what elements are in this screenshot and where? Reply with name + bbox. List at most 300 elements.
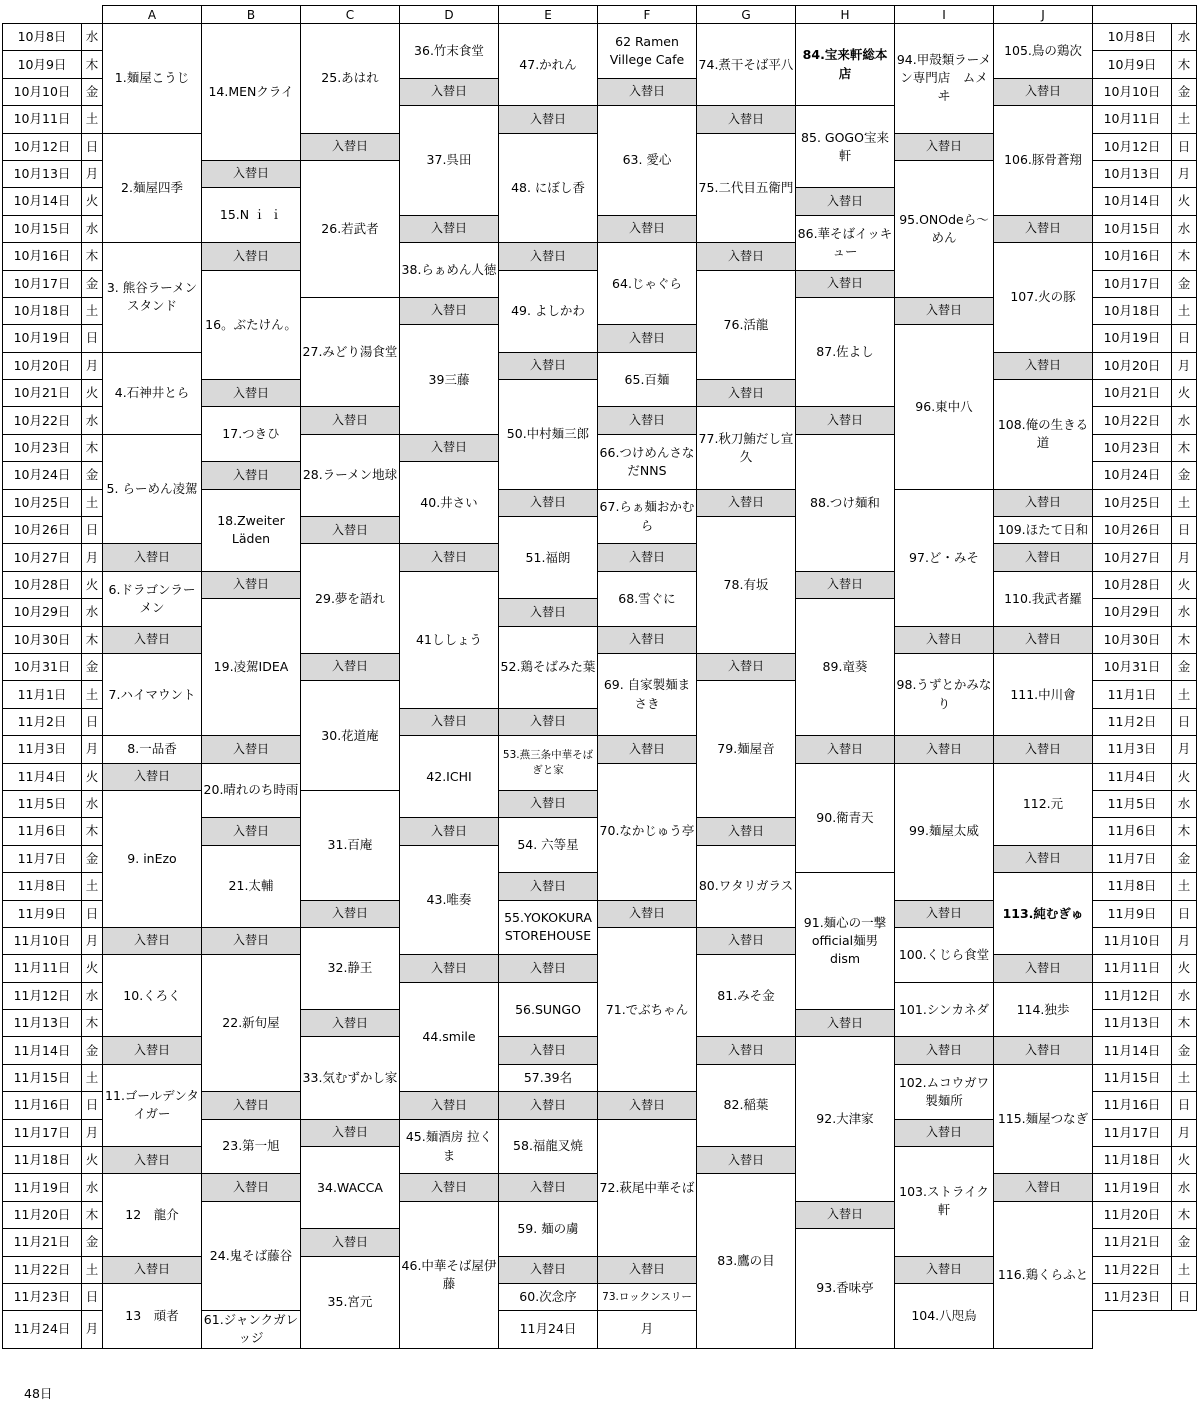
weekday-cell: 日 (82, 325, 103, 352)
substitute-holiday-cell: 入替日 (598, 736, 697, 763)
date-cell-right: 11月24日 (499, 1311, 598, 1348)
weekday-cell-right: 月 (1172, 736, 1197, 763)
shop-cell: 14.MENクライ (202, 24, 301, 161)
substitute-holiday-cell: 入替日 (301, 1119, 400, 1146)
substitute-holiday-cell: 入替日 (301, 1010, 400, 1037)
weekday-cell: 月 (82, 736, 103, 763)
date-cell: 10月10日 (3, 78, 82, 105)
date-cell-right: 10月8日 (1093, 24, 1172, 51)
shop-cell: 113.純むぎゅ (994, 873, 1093, 955)
weekday-cell-right: 金 (1172, 462, 1197, 489)
date-cell: 11月14日 (3, 1037, 82, 1064)
shop-cell: 88.つけ麺和 (796, 434, 895, 571)
date-cell-right: 10月16日 (1093, 243, 1172, 270)
substitute-holiday-cell: 入替日 (994, 1174, 1093, 1201)
substitute-holiday-cell: 入替日 (103, 763, 202, 790)
substitute-holiday-cell: 入替日 (499, 599, 598, 626)
substitute-holiday-cell: 入替日 (499, 1092, 598, 1119)
shop-cell: 12 龍介 (103, 1174, 202, 1256)
substitute-holiday-cell: 入替日 (202, 818, 301, 845)
substitute-holiday-cell: 入替日 (400, 78, 499, 105)
date-cell: 10月25日 (3, 489, 82, 516)
shop-cell: 5. らーめん凌駕 (103, 434, 202, 544)
substitute-holiday-cell: 入替日 (301, 1229, 400, 1256)
date-cell-right: 11月4日 (1093, 763, 1172, 790)
shop-cell: 101.シンカネダ (895, 982, 994, 1037)
shop-cell: 60.次念序 (499, 1283, 598, 1310)
weekday-cell: 木 (82, 626, 103, 653)
date-cell: 10月19日 (3, 325, 82, 352)
header-blank-left (3, 6, 103, 24)
date-cell-right: 10月10日 (1093, 78, 1172, 105)
date-cell: 10月31日 (3, 653, 82, 680)
shop-cell: 24.鬼そば藤谷 (202, 1201, 301, 1311)
shop-cell: 116.鶏くらふと (994, 1201, 1093, 1348)
weekday-cell-right: 土 (1172, 489, 1197, 516)
weekday-cell-right: 日 (1172, 517, 1197, 544)
shop-cell: 8.一品香 (103, 736, 202, 763)
shop-cell: 90.衛青天 (796, 763, 895, 873)
substitute-holiday-cell: 入替日 (499, 243, 598, 270)
shop-cell: 68.雪ぐに (598, 571, 697, 626)
weekday-cell: 木 (82, 434, 103, 461)
shop-cell: 84.宝来軒総本店 (796, 24, 895, 106)
shop-cell: 107.火の豚 (994, 243, 1093, 353)
weekday-cell-right: 日 (1172, 900, 1197, 927)
weekday-cell-right: 金 (1172, 1229, 1197, 1256)
weekday-cell-right: 金 (1172, 1037, 1197, 1064)
shop-cell: 82.稲葉 (697, 1064, 796, 1146)
substitute-holiday-cell: 入替日 (697, 653, 796, 680)
shop-cell: 105.鳥の鶏次 (994, 24, 1093, 79)
shop-cell: 48. にぼし香 (499, 133, 598, 243)
shop-cell: 56.SUNGO (499, 982, 598, 1037)
substitute-holiday-cell: 入替日 (103, 626, 202, 653)
shop-cell: 37.呉田 (400, 106, 499, 216)
weekday-cell: 木 (82, 243, 103, 270)
date-cell: 10月11日 (3, 106, 82, 133)
substitute-holiday-cell: 入替日 (400, 215, 499, 242)
shop-cell: 94.甲殻類ラーメン専門店 ムメヰ (895, 24, 994, 134)
date-cell: 11月19日 (3, 1174, 82, 1201)
substitute-holiday-cell: 入替日 (994, 736, 1093, 763)
schedule-row (3, 24, 1197, 51)
column-header-g: G (697, 6, 796, 24)
weekday-cell-right: 金 (1172, 845, 1197, 872)
shop-cell: 86.華そばイッキュー (796, 215, 895, 270)
weekday-cell-right: 土 (1172, 681, 1197, 708)
substitute-holiday-cell: 入替日 (499, 790, 598, 817)
date-cell: 11月18日 (3, 1147, 82, 1174)
date-cell: 11月17日 (3, 1119, 82, 1146)
date-cell-right: 11月8日 (1093, 873, 1172, 900)
column-header-d: D (400, 6, 499, 24)
shop-cell: 46.中華そば屋伊藤 (400, 1201, 499, 1348)
shop-cell: 63. 愛心 (598, 106, 697, 216)
shop-cell: 93.香味亭 (796, 1229, 895, 1348)
substitute-holiday-cell: 入替日 (994, 78, 1093, 105)
date-cell: 10月22日 (3, 407, 82, 434)
shop-cell: 66.つけめんさなだNNS (598, 434, 697, 489)
weekday-cell: 金 (82, 462, 103, 489)
shop-cell: 72.萩尾中華そば (598, 1119, 697, 1256)
date-cell-right: 10月22日 (1093, 407, 1172, 434)
weekday-cell: 日 (82, 133, 103, 160)
substitute-holiday-cell: 入替日 (697, 106, 796, 133)
weekday-cell: 金 (82, 1037, 103, 1064)
date-cell: 11月20日 (3, 1201, 82, 1228)
weekday-cell-right: 水 (1172, 215, 1197, 242)
date-cell: 11月15日 (3, 1064, 82, 1091)
date-cell: 11月16日 (3, 1092, 82, 1119)
substitute-holiday-cell: 入替日 (202, 1092, 301, 1119)
date-cell: 10月27日 (3, 544, 82, 571)
date-cell: 10月21日 (3, 380, 82, 407)
date-cell: 10月18日 (3, 297, 82, 324)
substitute-holiday-cell: 入替日 (994, 845, 1093, 872)
date-cell-right: 10月25日 (1093, 489, 1172, 516)
weekday-cell-right: 水 (1172, 24, 1197, 51)
date-cell-right: 11月9日 (1093, 900, 1172, 927)
weekday-cell: 日 (82, 1092, 103, 1119)
substitute-holiday-cell: 入替日 (895, 1256, 994, 1283)
weekday-cell-right: 木 (1172, 51, 1197, 78)
date-cell-right: 10月31日 (1093, 653, 1172, 680)
weekday-cell-right: 土 (1172, 873, 1197, 900)
shop-cell: 92.大津家 (796, 1037, 895, 1201)
weekday-cell-right: 土 (1172, 297, 1197, 324)
substitute-holiday-cell: 入替日 (598, 407, 697, 434)
shop-cell: 64.じゃぐら (598, 243, 697, 325)
date-cell-right: 10月30日 (1093, 626, 1172, 653)
shop-cell: 58.福龍叉焼 (499, 1119, 598, 1174)
substitute-holiday-cell: 入替日 (499, 708, 598, 735)
shop-cell: 27.みどり湯食堂 (301, 297, 400, 407)
shop-cell: 40.井さい (400, 462, 499, 544)
shop-cell: 6.ドラゴンラーメン (103, 571, 202, 626)
substitute-holiday-cell: 入替日 (598, 325, 697, 352)
header-blank-right (1093, 6, 1197, 24)
shop-cell: 81.みそ金 (697, 955, 796, 1037)
column-header-f: F (598, 6, 697, 24)
date-cell: 11月3日 (3, 736, 82, 763)
schedule-row (3, 544, 1197, 571)
date-cell: 11月1日 (3, 681, 82, 708)
date-cell-right: 10月12日 (1093, 133, 1172, 160)
weekday-cell: 土 (82, 489, 103, 516)
date-cell-right: 11月15日 (1093, 1064, 1172, 1091)
substitute-holiday-cell: 入替日 (895, 736, 994, 763)
total-days-label: 48日 (24, 1386, 53, 1401)
substitute-holiday-cell: 入替日 (697, 818, 796, 845)
weekday-cell-right: 金 (1172, 78, 1197, 105)
weekday-cell: 月 (82, 160, 103, 187)
date-cell: 10月28日 (3, 571, 82, 598)
shop-cell: 47.かれん (499, 24, 598, 106)
shop-cell: 77.秋刀鮪だし宣久 (697, 407, 796, 489)
shop-cell: 44.smile (400, 982, 499, 1092)
substitute-holiday-cell: 入替日 (895, 133, 994, 160)
substitute-holiday-cell: 入替日 (103, 1256, 202, 1283)
schedule-row (3, 352, 1197, 379)
substitute-holiday-cell: 入替日 (499, 873, 598, 900)
date-cell-right: 11月7日 (1093, 845, 1172, 872)
shop-cell: 25.あはれ (301, 24, 400, 134)
date-cell: 11月6日 (3, 818, 82, 845)
weekday-cell: 水 (82, 24, 103, 51)
shop-cell: 67.らぁ麺おかむら (598, 489, 697, 544)
shop-cell: 106.豚骨蒼翔 (994, 106, 1093, 216)
substitute-holiday-cell: 入替日 (202, 160, 301, 187)
shop-cell: 50.中村麺三郎 (499, 380, 598, 490)
weekday-cell: 水 (82, 407, 103, 434)
weekday-cell: 月 (82, 1311, 103, 1348)
schedule-body (3, 6, 1197, 1349)
shop-cell: 57.39名 (499, 1064, 598, 1091)
shop-cell: 17.つきひ (202, 407, 301, 462)
weekday-cell: 水 (82, 982, 103, 1009)
shop-cell: 100.くじら食堂 (895, 927, 994, 982)
date-cell: 10月30日 (3, 626, 82, 653)
shop-cell: 23.第一旭 (202, 1119, 301, 1174)
substitute-holiday-cell: 入替日 (400, 708, 499, 735)
weekday-cell: 木 (82, 1201, 103, 1228)
shop-cell: 26.若武者 (301, 160, 400, 297)
date-cell-right: 10月14日 (1093, 188, 1172, 215)
shop-cell: 91.麺心の一撃official麺男dism (796, 873, 895, 1010)
date-cell-right: 10月23日 (1093, 434, 1172, 461)
date-cell-right: 11月14日 (1093, 1037, 1172, 1064)
column-header-e: E (499, 6, 598, 24)
shop-cell: 43.唯奏 (400, 845, 499, 955)
substitute-holiday-cell: 入替日 (400, 1092, 499, 1119)
shop-cell: 16。ぶたけん。 (202, 270, 301, 380)
schedule-row (3, 763, 1197, 790)
weekday-cell-right: 月 (1172, 927, 1197, 954)
shop-cell: 30.花道庵 (301, 681, 400, 791)
shop-cell: 11.ゴールデンタイガー (103, 1064, 202, 1146)
weekday-cell-right: 日 (1172, 133, 1197, 160)
weekday-cell-right: 土 (1172, 1064, 1197, 1091)
date-cell-right: 11月13日 (1093, 1010, 1172, 1037)
substitute-holiday-cell: 入替日 (202, 243, 301, 270)
weekday-cell: 火 (82, 955, 103, 982)
date-cell-right: 10月29日 (1093, 599, 1172, 626)
column-header-i: I (895, 6, 994, 24)
weekday-cell: 土 (82, 297, 103, 324)
weekday-cell-right: 日 (1172, 325, 1197, 352)
shop-cell: 73.ロックンスリー (598, 1283, 697, 1310)
weekday-cell: 金 (82, 78, 103, 105)
shop-cell: 108.俺の生きる道 (994, 380, 1093, 490)
substitute-holiday-cell: 入替日 (994, 215, 1093, 242)
weekday-cell-right: 水 (1172, 982, 1197, 1009)
weekday-cell-right: 月 (1172, 544, 1197, 571)
substitute-holiday-cell: 入替日 (202, 736, 301, 763)
substitute-holiday-cell: 入替日 (994, 626, 1093, 653)
date-cell: 10月23日 (3, 434, 82, 461)
weekday-cell-right: 土 (1172, 1256, 1197, 1283)
substitute-holiday-cell: 入替日 (598, 78, 697, 105)
shop-cell: 45.麺酒房 拉くま (400, 1119, 499, 1174)
substitute-holiday-cell: 入替日 (202, 571, 301, 598)
shop-cell: 1.麺屋こうじ (103, 24, 202, 134)
shop-cell: 74.煮干そば平八 (697, 24, 796, 106)
date-cell: 11月9日 (3, 900, 82, 927)
substitute-holiday-cell: 入替日 (301, 900, 400, 927)
weekday-cell: 火 (82, 380, 103, 407)
weekday-cell-right: 木 (1172, 626, 1197, 653)
shop-cell: 4.石神井とら (103, 352, 202, 434)
date-cell: 11月13日 (3, 1010, 82, 1037)
substitute-holiday-cell: 入替日 (598, 544, 697, 571)
schedule-row (3, 243, 1197, 270)
shop-cell: 78.有坂 (697, 517, 796, 654)
weekday-cell: 水 (82, 215, 103, 242)
shop-cell: 80.ワタリガラス (697, 845, 796, 927)
substitute-holiday-cell: 入替日 (994, 352, 1093, 379)
substitute-holiday-cell: 入替日 (796, 571, 895, 598)
date-cell-right: 10月13日 (1093, 160, 1172, 187)
column-header-j: J (994, 6, 1093, 24)
weekday-cell-right: 日 (1172, 1283, 1197, 1310)
shop-cell: 28.ラーメン地球 (301, 434, 400, 516)
date-cell: 10月20日 (3, 352, 82, 379)
weekday-cell-right: 火 (1172, 763, 1197, 790)
substitute-holiday-cell: 入替日 (796, 270, 895, 297)
shop-cell: 39三藤 (400, 325, 499, 435)
substitute-holiday-cell: 入替日 (499, 1174, 598, 1201)
shop-cell: 79.麺屋音 (697, 681, 796, 818)
shop-cell: 103.ストライク軒 (895, 1147, 994, 1257)
weekday-cell-right: 土 (1172, 106, 1197, 133)
date-cell-right: 10月11日 (1093, 106, 1172, 133)
shop-cell: 95.ONOdeら～めん (895, 160, 994, 297)
weekday-cell: 土 (82, 681, 103, 708)
weekday-cell: 日 (82, 517, 103, 544)
date-cell: 11月7日 (3, 845, 82, 872)
date-cell: 10月24日 (3, 462, 82, 489)
substitute-holiday-cell: 入替日 (499, 489, 598, 516)
ramen-schedule-table (2, 5, 1197, 1349)
shop-cell: 19.凌駕IDEA (202, 599, 301, 736)
substitute-holiday-cell: 入替日 (697, 243, 796, 270)
weekday-cell-right: 木 (1172, 818, 1197, 845)
date-cell: 10月16日 (3, 243, 82, 270)
shop-cell: 65.百麺 (598, 352, 697, 407)
date-cell-right: 10月20日 (1093, 352, 1172, 379)
date-cell-right: 11月2日 (1093, 708, 1172, 735)
substitute-holiday-cell: 入替日 (598, 1092, 697, 1119)
column-header-b: B (202, 6, 301, 24)
substitute-holiday-cell: 入替日 (796, 736, 895, 763)
substitute-holiday-cell: 入替日 (301, 133, 400, 160)
substitute-holiday-cell: 入替日 (400, 544, 499, 571)
weekday-cell-right: 木 (1172, 243, 1197, 270)
date-cell: 11月23日 (3, 1283, 82, 1310)
shop-cell: 85. GOGO宝来軒 (796, 106, 895, 188)
weekday-cell-right: 水 (1172, 790, 1197, 817)
date-cell-right: 11月19日 (1093, 1174, 1172, 1201)
date-cell-right: 11月22日 (1093, 1256, 1172, 1283)
substitute-holiday-cell: 入替日 (994, 544, 1093, 571)
date-cell: 11月22日 (3, 1256, 82, 1283)
substitute-holiday-cell: 入替日 (400, 297, 499, 324)
substitute-holiday-cell: 入替日 (400, 955, 499, 982)
substitute-holiday-cell: 入替日 (697, 489, 796, 516)
substitute-holiday-cell: 入替日 (499, 955, 598, 982)
substitute-holiday-cell: 入替日 (499, 1256, 598, 1283)
date-cell-right: 10月18日 (1093, 297, 1172, 324)
column-header-a: A (103, 6, 202, 24)
date-cell-right: 10月15日 (1093, 215, 1172, 242)
weekday-cell-right: 火 (1172, 380, 1197, 407)
schedule-row (3, 571, 1197, 598)
date-cell: 11月12日 (3, 982, 82, 1009)
date-cell-right: 11月21日 (1093, 1229, 1172, 1256)
shop-cell: 20.晴れのち時雨 (202, 763, 301, 818)
date-cell: 11月4日 (3, 763, 82, 790)
date-cell: 11月21日 (3, 1229, 82, 1256)
weekday-cell-right: 月 (1172, 160, 1197, 187)
substitute-holiday-cell: 入替日 (103, 927, 202, 954)
shop-cell: 29.夢を語れ (301, 544, 400, 654)
weekday-cell: 月 (82, 352, 103, 379)
date-cell-right: 10月9日 (1093, 51, 1172, 78)
date-cell-right: 11月5日 (1093, 790, 1172, 817)
date-cell-right: 10月17日 (1093, 270, 1172, 297)
substitute-holiday-cell: 入替日 (598, 626, 697, 653)
shop-cell: 18.Zweiter Läden (202, 489, 301, 571)
shop-cell: 13 頑者 (103, 1283, 202, 1348)
date-cell-right: 10月19日 (1093, 325, 1172, 352)
weekday-cell: 水 (82, 790, 103, 817)
date-cell: 10月15日 (3, 215, 82, 242)
substitute-holiday-cell: 入替日 (598, 215, 697, 242)
weekday-cell: 金 (82, 845, 103, 872)
date-cell: 10月8日 (3, 24, 82, 51)
date-cell: 11月11日 (3, 955, 82, 982)
shop-cell: 35.宮元 (301, 1256, 400, 1348)
weekday-cell: 水 (82, 1174, 103, 1201)
shop-cell: 96.東中八 (895, 325, 994, 489)
shop-cell: 109.ほたて日和 (994, 517, 1093, 544)
date-cell-right: 11月17日 (1093, 1119, 1172, 1146)
substitute-holiday-cell: 入替日 (895, 626, 994, 653)
date-cell: 10月12日 (3, 133, 82, 160)
shop-cell: 36.竹末食堂 (400, 24, 499, 79)
date-cell-right: 10月26日 (1093, 517, 1172, 544)
shop-cell: 31.百庵 (301, 790, 400, 900)
date-cell-right: 10月24日 (1093, 462, 1172, 489)
substitute-holiday-cell: 入替日 (202, 927, 301, 954)
substitute-holiday-cell: 入替日 (796, 1201, 895, 1228)
schedule-row (3, 653, 1197, 680)
shop-cell: 9. inEzo (103, 790, 202, 927)
substitute-holiday-cell: 入替日 (895, 1119, 994, 1146)
shop-cell: 10.くろく (103, 955, 202, 1037)
schedule-row (3, 736, 1197, 763)
shop-cell: 111.中川會 (994, 653, 1093, 735)
substitute-holiday-cell: 入替日 (994, 955, 1093, 982)
weekday-cell-right: 火 (1172, 1147, 1197, 1174)
substitute-holiday-cell: 入替日 (598, 1256, 697, 1283)
weekday-cell-right: 木 (1172, 434, 1197, 461)
weekday-cell-right: 火 (1172, 955, 1197, 982)
weekday-cell: 日 (82, 1283, 103, 1310)
shop-cell: 97.ど・みそ (895, 489, 994, 626)
shop-cell: 3. 熊谷ラーメンスタンド (103, 243, 202, 353)
